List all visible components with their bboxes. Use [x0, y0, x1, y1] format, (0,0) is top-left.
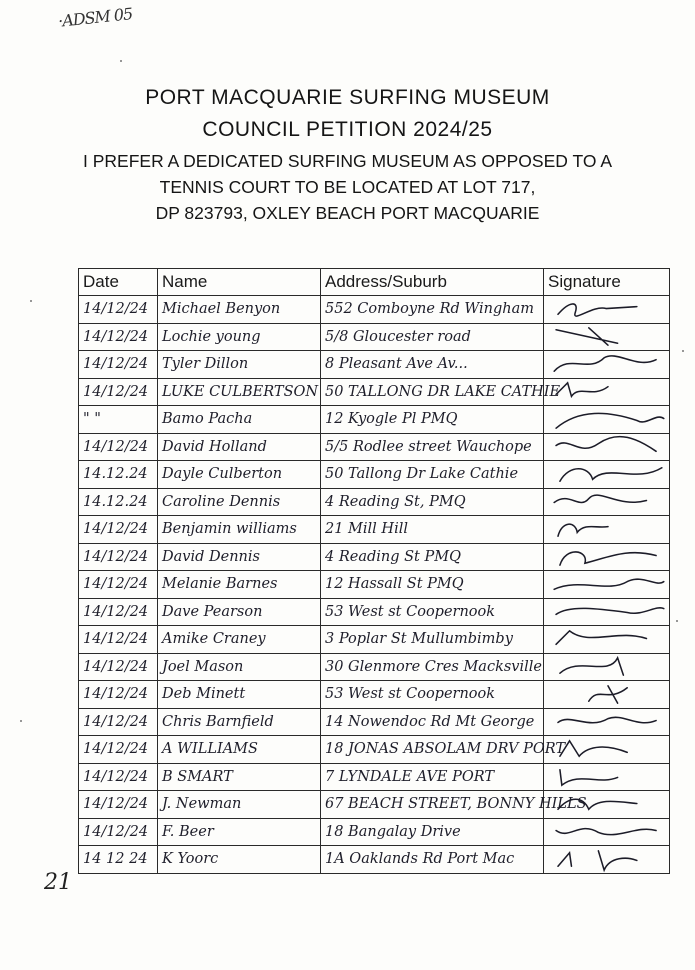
name-cell: Amike Craney — [158, 626, 321, 654]
signature-table-container — [78, 268, 669, 874]
address-cell: 53 West st Coopernook — [321, 681, 544, 709]
table-row — [79, 323, 670, 351]
signature-cell — [544, 598, 670, 626]
petition-header — [0, 84, 695, 226]
signature-cell — [544, 708, 670, 736]
date-cell: 14/12/24 — [79, 791, 158, 819]
petition-subtitle: COUNCIL PETITION 2024/25 — [202, 118, 493, 141]
table-row — [79, 378, 670, 406]
date-cell: 14/12/24 — [79, 736, 158, 764]
table-row — [79, 681, 670, 709]
address-cell: 67 BEACH STREET, BONNY HILLS — [321, 791, 544, 819]
scan-speck — [676, 620, 678, 622]
signature-cell — [544, 626, 670, 654]
table-body — [79, 296, 670, 874]
name-cell: LUKE CULBERTSON — [158, 378, 321, 406]
handwritten-signature — [548, 324, 668, 349]
name-cell: Bamo Pacha — [158, 406, 321, 434]
name-cell: David Dennis — [158, 543, 321, 571]
table-header-row — [79, 269, 670, 296]
handwritten-signature — [548, 517, 668, 542]
date-cell: 14/12/24 — [79, 323, 158, 351]
petition-statement — [0, 148, 695, 226]
table-row — [79, 846, 670, 874]
signature-cell — [544, 378, 670, 406]
address-cell: 4 Reading St PMQ — [321, 543, 544, 571]
scan-speck — [30, 300, 32, 302]
signature-cell — [544, 653, 670, 681]
date-cell: " " — [79, 406, 158, 434]
signature-cell — [544, 791, 670, 819]
date-cell: 14/12/24 — [79, 763, 158, 791]
signature-cell — [544, 406, 670, 434]
table-row — [79, 571, 670, 599]
address-cell: 21 Mill Hill — [321, 516, 544, 544]
address-cell: 8 Pleasant Ave Av... — [321, 351, 544, 379]
address-cell: 18 Bangalay Drive — [321, 818, 544, 846]
name-cell: Joel Mason — [158, 653, 321, 681]
date-cell: 14/12/24 — [79, 296, 158, 324]
signature-cell — [544, 763, 670, 791]
table-row — [79, 736, 670, 764]
date-cell: 14.12.24 — [79, 488, 158, 516]
date-cell: 14/12/24 — [79, 681, 158, 709]
column-header-name: Name — [158, 269, 321, 296]
address-cell: 3 Poplar St Mullumbimby — [321, 626, 544, 654]
scan-speck — [682, 350, 684, 352]
scan-mark: ·ADSM 05 — [57, 4, 134, 31]
handwritten-signature — [548, 352, 668, 377]
date-cell: 14 12 24 — [79, 846, 158, 874]
handwritten-signature — [548, 847, 668, 872]
table-row — [79, 708, 670, 736]
address-cell: 7 LYNDALE AVE PORT — [321, 763, 544, 791]
address-cell: 1A Oaklands Rd Port Mac — [321, 846, 544, 874]
signature-cell — [544, 818, 670, 846]
name-cell: Dayle Culberton — [158, 461, 321, 489]
handwritten-signature — [548, 709, 668, 734]
handwritten-signature — [548, 434, 668, 459]
date-cell: 14/12/24 — [79, 516, 158, 544]
scan-speck — [20, 720, 22, 722]
table-row — [79, 653, 670, 681]
name-cell: Chris Barnfield — [158, 708, 321, 736]
name-cell: Michael Benyon — [158, 296, 321, 324]
address-cell: 5/8 Gloucester road — [321, 323, 544, 351]
signature-cell — [544, 461, 670, 489]
name-cell: F. Beer — [158, 818, 321, 846]
date-cell: 14/12/24 — [79, 818, 158, 846]
name-cell: Dave Pearson — [158, 598, 321, 626]
date-cell: 14.12.24 — [79, 461, 158, 489]
handwritten-signature — [548, 682, 668, 707]
scan-speck — [120, 60, 122, 62]
handwritten-signature — [548, 764, 668, 789]
address-cell: 18 JONAS ABSOLAM DRV PORT — [321, 736, 544, 764]
table-row — [79, 433, 670, 461]
statement-line: TENNIS COURT TO BE LOCATED AT LOT 717, — [159, 177, 536, 197]
address-cell: 552 Comboyne Rd Wingham — [321, 296, 544, 324]
date-cell: 14/12/24 — [79, 351, 158, 379]
date-cell: 14/12/24 — [79, 378, 158, 406]
handwritten-signature — [548, 462, 668, 487]
handwritten-signature — [548, 489, 668, 514]
signature-cell — [544, 846, 670, 874]
date-cell: 14/12/24 — [79, 598, 158, 626]
column-header-date: Date — [79, 269, 158, 296]
column-header-signature: Signature — [544, 269, 670, 296]
handwritten-signature — [548, 737, 668, 762]
handwritten-signature — [548, 654, 668, 679]
signature-cell — [544, 296, 670, 324]
statement-line: I PREFER A DEDICATED SURFING MUSEUM AS OPPOSED TO A — [83, 151, 612, 171]
name-cell: Caroline Dennis — [158, 488, 321, 516]
date-cell: 14/12/24 — [79, 543, 158, 571]
handwritten-signature — [548, 599, 668, 624]
handwritten-signature — [548, 407, 668, 432]
handwritten-signature — [548, 544, 668, 569]
address-cell: 50 Tallong Dr Lake Cathie — [321, 461, 544, 489]
date-cell: 14/12/24 — [79, 653, 158, 681]
name-cell: B SMART — [158, 763, 321, 791]
table-row — [79, 818, 670, 846]
address-cell: 14 Nowendoc Rd Mt George — [321, 708, 544, 736]
signature-cell — [544, 681, 670, 709]
table-row — [79, 488, 670, 516]
table-row — [79, 461, 670, 489]
signature-cell — [544, 433, 670, 461]
name-cell: A WILLIAMS — [158, 736, 321, 764]
signature-cell — [544, 571, 670, 599]
table-row — [79, 626, 670, 654]
date-cell: 14/12/24 — [79, 626, 158, 654]
name-cell: K Yoorc — [158, 846, 321, 874]
address-cell: 12 Kyogle Pl PMQ — [321, 406, 544, 434]
column-header-address: Address/Suburb — [321, 269, 544, 296]
table-row — [79, 516, 670, 544]
table-row — [79, 296, 670, 324]
address-cell: 30 Glenmore Cres Macksville — [321, 653, 544, 681]
signature-cell — [544, 323, 670, 351]
handwritten-signature — [548, 572, 668, 597]
table-row — [79, 406, 670, 434]
page-number: 21 — [44, 870, 72, 895]
table-row — [79, 791, 670, 819]
signature-cell — [544, 516, 670, 544]
date-cell: 14/12/24 — [79, 708, 158, 736]
page-title: PORT MACQUARIE SURFING MUSEUM — [145, 86, 550, 109]
signature-cell — [544, 351, 670, 379]
name-cell: Tyler Dillon — [158, 351, 321, 379]
table-row — [79, 598, 670, 626]
table-row — [79, 763, 670, 791]
name-cell: J. Newman — [158, 791, 321, 819]
statement-line: DP 823793, OXLEY BEACH PORT MACQUARIE — [155, 203, 540, 223]
handwritten-signature — [548, 379, 668, 404]
address-cell: 53 West st Coopernook — [321, 598, 544, 626]
handwritten-signature — [548, 627, 668, 652]
name-cell: David Holland — [158, 433, 321, 461]
handwritten-signature — [548, 819, 668, 844]
name-cell: Lochie young — [158, 323, 321, 351]
handwritten-signature — [548, 297, 668, 322]
address-cell: 4 Reading St, PMQ — [321, 488, 544, 516]
date-cell: 14/12/24 — [79, 433, 158, 461]
name-cell: Melanie Barnes — [158, 571, 321, 599]
signature-cell — [544, 488, 670, 516]
date-cell: 14/12/24 — [79, 571, 158, 599]
name-cell: Deb Minett — [158, 681, 321, 709]
address-cell: 50 TALLONG DR LAKE CATHIE — [321, 378, 544, 406]
table-row — [79, 351, 670, 379]
table-row — [79, 543, 670, 571]
address-cell: 12 Hassall St PMQ — [321, 571, 544, 599]
address-cell: 5/5 Rodlee street Wauchope — [321, 433, 544, 461]
name-cell: Benjamin williams — [158, 516, 321, 544]
signature-table — [78, 268, 670, 874]
signature-cell — [544, 543, 670, 571]
